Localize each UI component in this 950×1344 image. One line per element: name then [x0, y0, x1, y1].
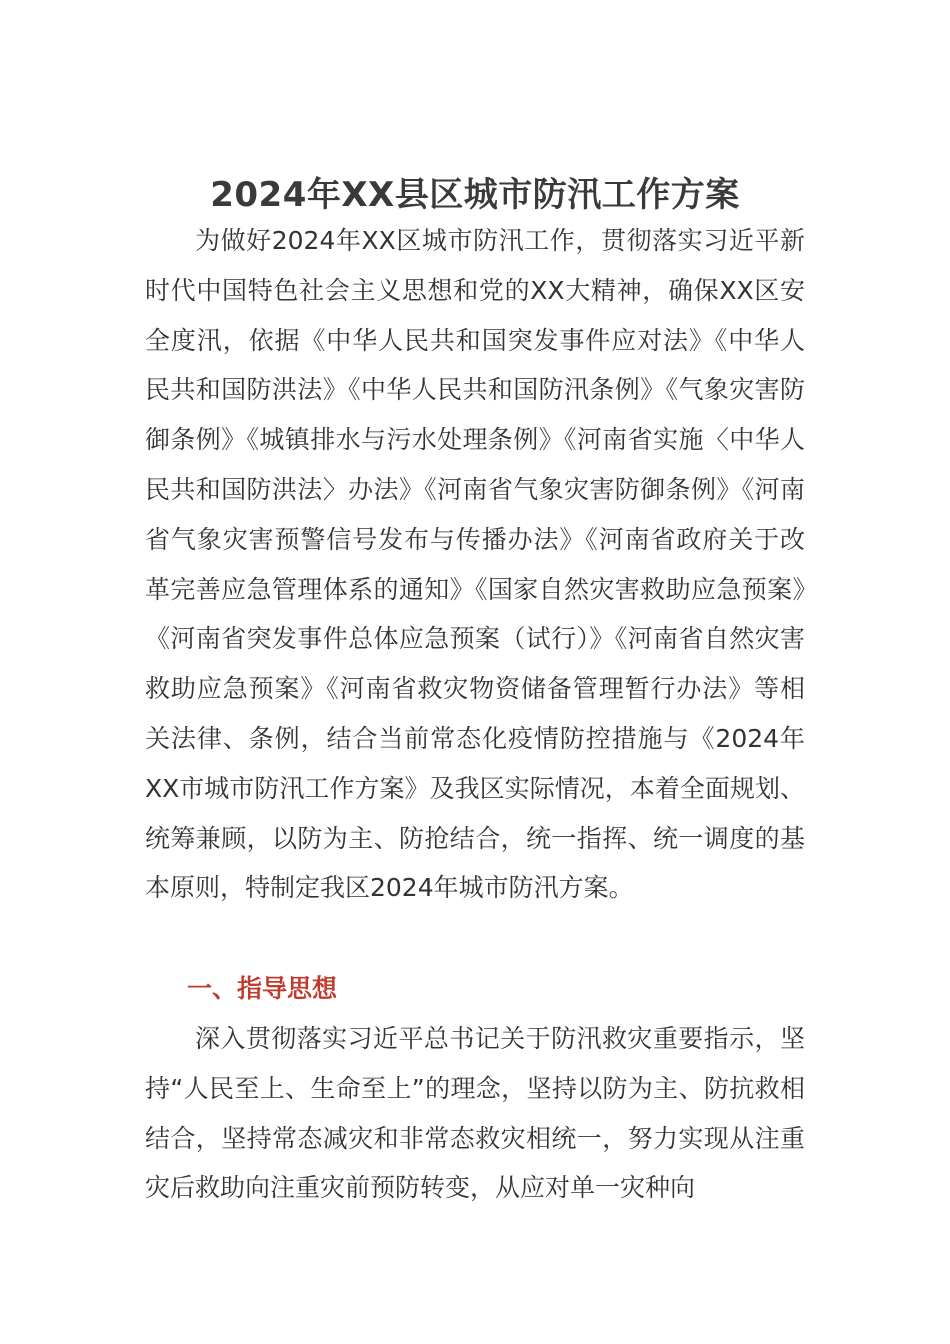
document-title: 2024年XX县区城市防汛工作方案: [210, 174, 740, 215]
section-heading-guiding-ideology: 一、指导思想: [187, 974, 338, 1003]
guiding-ideology-paragraph: 深入贯彻落实习近平总书记关于防汛救灾重要指示，坚持“人民至上、生命至上”的理念，坚持以防为主、防抗救相结合，坚持常态减灾和非常态救灾相统一，努力实现从注重灾后救助向注重灾前预防转变，从应对单一灾种向: [145, 1024, 805, 1203]
intro-paragraph: 为做好2024年XX区城市防汛工作，贯彻落实习近平新时代中国特色社会主义思想和党的XX大精神，确保XX区安全度汛，依据《中华人民共和国突发事件应对法》《中华人民共和国防洪法》《中华人民共和国防汛条例》《气象灾害防御条例》《城镇排水与污水处理条例》《河南省实施〈中华人民共和国防洪法〉办法》《河南省气象灾害防御条例》《河南省气象灾害预警信号发布与传播办法》《河南省政府关于改革完善应急管理体系的通知》《国家自然灾害救助应急预案》《河南省突发事件总体应急预案（试行）》《河南省自然灾害救助应急预案》《河南省救灾物资储备管理暂行办法》等相关法律、条例，结合当前常态化疫情防控措施与《2024年XX市城市防汛工作方案》及我区实际情况，本着全面规划、统筹兼顾，以防为主、防抢结合，统一指挥、统一调度的基本原则，特制定我区2024年城市防汛方案。: [145, 226, 805, 903]
